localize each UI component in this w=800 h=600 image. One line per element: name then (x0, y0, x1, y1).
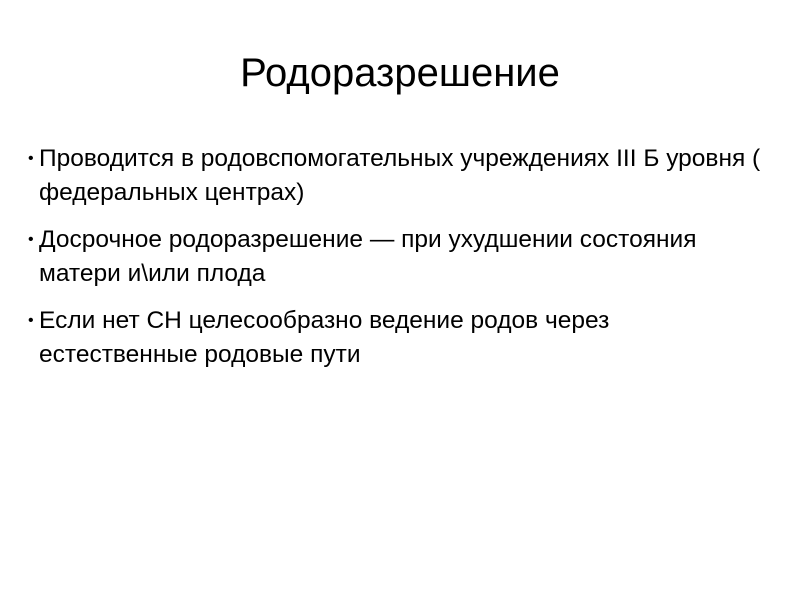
bullet-text: Если нет СН целесообразно ведение родов через естественные родовые пути (39, 307, 610, 368)
slide-title: Родоразрешение (240, 51, 560, 95)
bullet-dot-icon: • (28, 231, 34, 248)
bullet-dot-icon: • (28, 150, 34, 167)
bullet-item (28, 304, 773, 372)
bullet-text: Досрочное родоразрешение — при ухудшении состояния матери и\или плода (39, 226, 697, 287)
bullet-list (28, 142, 773, 385)
bullet-item (28, 142, 773, 210)
bullet-dot-icon: • (28, 312, 34, 329)
bullet-item (28, 223, 773, 291)
bullet-text: Проводится в родовспомогательных учреждениях III Б уровня ( федеральных центрах) (39, 145, 761, 206)
